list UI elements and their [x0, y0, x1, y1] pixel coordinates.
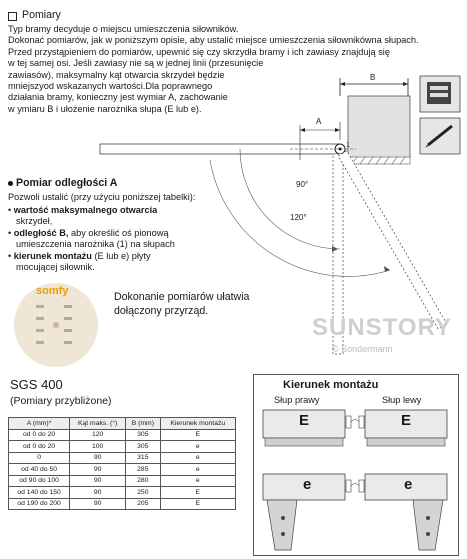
table-cell: E [160, 498, 235, 510]
table-cell: e [160, 452, 235, 464]
mount-letter-lower-right: e [404, 476, 413, 493]
table-cell: 90 [70, 487, 126, 499]
table-cell: od 0 do 20 [9, 441, 70, 453]
table-cell: 90 [70, 464, 126, 476]
column-header: Kąt maks. (°) [70, 418, 126, 430]
paragraph-line: w ymiaru B i ułożenie narożnika słupa (E lub e). [8, 103, 202, 114]
paragraph-line: działania bramy, konieczny jest wymiar A, zachowanie [8, 92, 228, 103]
table-cell: E [160, 429, 235, 441]
table-cell: 280 [126, 475, 160, 487]
bullet-term: kierunek montażu [13, 250, 92, 261]
table-row [9, 487, 236, 499]
table-cell: od 140 do 150 [9, 487, 70, 499]
paragraph-line: Typ bramy decyduje o miejscu umieszczenia siłowników. [8, 24, 239, 34]
table-header-row [9, 418, 236, 430]
column-header: B (mm) [126, 418, 160, 430]
template-markings [14, 283, 98, 367]
paragraph-line: Przed przystąpieniem do pomiarów, upewnić się czy skrzydła bramy i ich zawiasy znajdują się [8, 46, 390, 57]
watermark: SUNSTORY [312, 314, 453, 341]
mounting-diagram [253, 374, 457, 554]
table-cell: e [160, 475, 235, 487]
bullet-term: odległość B, [13, 227, 69, 238]
table-row [9, 464, 236, 476]
table-cell: e [160, 464, 235, 476]
table-cell: 315 [126, 452, 160, 464]
table-cell: 285 [126, 464, 160, 476]
paragraph-line: zawiasów), maksymalny kąt otwarcia skrzydeł będzie [8, 69, 225, 80]
gate-leaf-open-120 [338, 151, 447, 329]
mount-letter-upper-right: E [401, 412, 412, 429]
paragraph-line: w tej samej osi. Jeśli zawiasy nie są w jednej linii (przesunięcie [8, 58, 264, 69]
bullet-term: wartość maksymalnego otwarcia [13, 205, 158, 215]
table-cell: od 190 do 200 [9, 498, 70, 510]
template-caption-line: dołączony przyrząd. [114, 305, 209, 317]
angle-90-label: 90° [296, 180, 309, 189]
table-cell: 305 [126, 429, 160, 441]
measurement-title: Pomiar odległości A [16, 177, 118, 189]
label-1: 1 [346, 142, 350, 149]
paragraph-line: mniejszyod wskazanych wartości.Dla poprawnego [8, 81, 213, 92]
bullet-rest: umieszczenia narożnika (1) na słupach [16, 239, 175, 250]
table-row [9, 452, 236, 464]
mounting-title: Kierunek montażu [283, 379, 379, 391]
table-cell: 250 [126, 487, 160, 499]
table-cell: 100 [70, 441, 126, 453]
table-cell: od 0 do 20 [9, 429, 70, 441]
table-cell: 90 [70, 475, 126, 487]
bullet-rest: skrzydeł, [16, 216, 53, 227]
bullet-rest: mocującej siłownik. [16, 262, 95, 273]
mount-letter-lower-left: e [303, 476, 312, 493]
table-cell: 0 [9, 452, 70, 464]
spec-table [8, 417, 236, 510]
spec-subtitle: (Pomiary przybliżone) [10, 395, 112, 407]
list-item: • wartość maksymalnego otwarcia [8, 205, 158, 215]
table-cell: 90 [70, 498, 126, 510]
table-cell: od 40 do 50 [9, 464, 70, 476]
column-header: Kierunek montażu [160, 418, 235, 430]
table-cell: E [160, 487, 235, 499]
mounting-right-label: Słup lewy [382, 395, 422, 405]
bullet-dot-icon [8, 181, 13, 186]
table-cell: e [160, 441, 235, 453]
list-item: • odległość B, aby określić oś pionową [8, 227, 169, 238]
bullet-list [8, 205, 218, 273]
angle-120-label: 120° [290, 213, 307, 222]
bullet-rest: (E lub e) płyty [94, 250, 151, 261]
table-row [9, 429, 236, 441]
table-cell: 205 [126, 498, 160, 510]
table-row [9, 441, 236, 453]
label-b: B [370, 73, 376, 82]
template-caption-line: Dokonanie pomiarów ułatwia [114, 291, 250, 303]
list-item: • kierunek montażu (E lub e) płyty [8, 250, 151, 261]
table-cell: 305 [126, 441, 160, 453]
pillar [348, 96, 410, 158]
measurement-intro: Pozwoli ustalić (przy użyciu poniższej tabelki): [8, 192, 196, 202]
spec-title: SGS 400 [10, 377, 63, 392]
table-row [9, 498, 236, 510]
table-cell: 120 [70, 429, 126, 441]
mounting-left-label: Słup prawy [274, 395, 320, 405]
table-row [9, 475, 236, 487]
section-title: Pomiary [22, 9, 61, 21]
bullet-rest: aby określić oś pionową [70, 227, 169, 238]
gate-leaf-closed [100, 144, 340, 154]
table-cell: od 90 do 100 [9, 475, 70, 487]
mount-letter-upper-left: E [299, 412, 310, 429]
column-header: A (mm)* [9, 418, 70, 430]
table-cell: 90 [70, 452, 126, 464]
paragraph-line: Dokonać pomiarów, jak w poniższym opisie, aby ustalić miejsce umieszczenia siłownikówna słupach. [8, 35, 419, 46]
label-a: A [316, 117, 322, 126]
watermark-sub: © Sondermann [332, 344, 393, 354]
somfy-logo: somfy [36, 285, 69, 297]
